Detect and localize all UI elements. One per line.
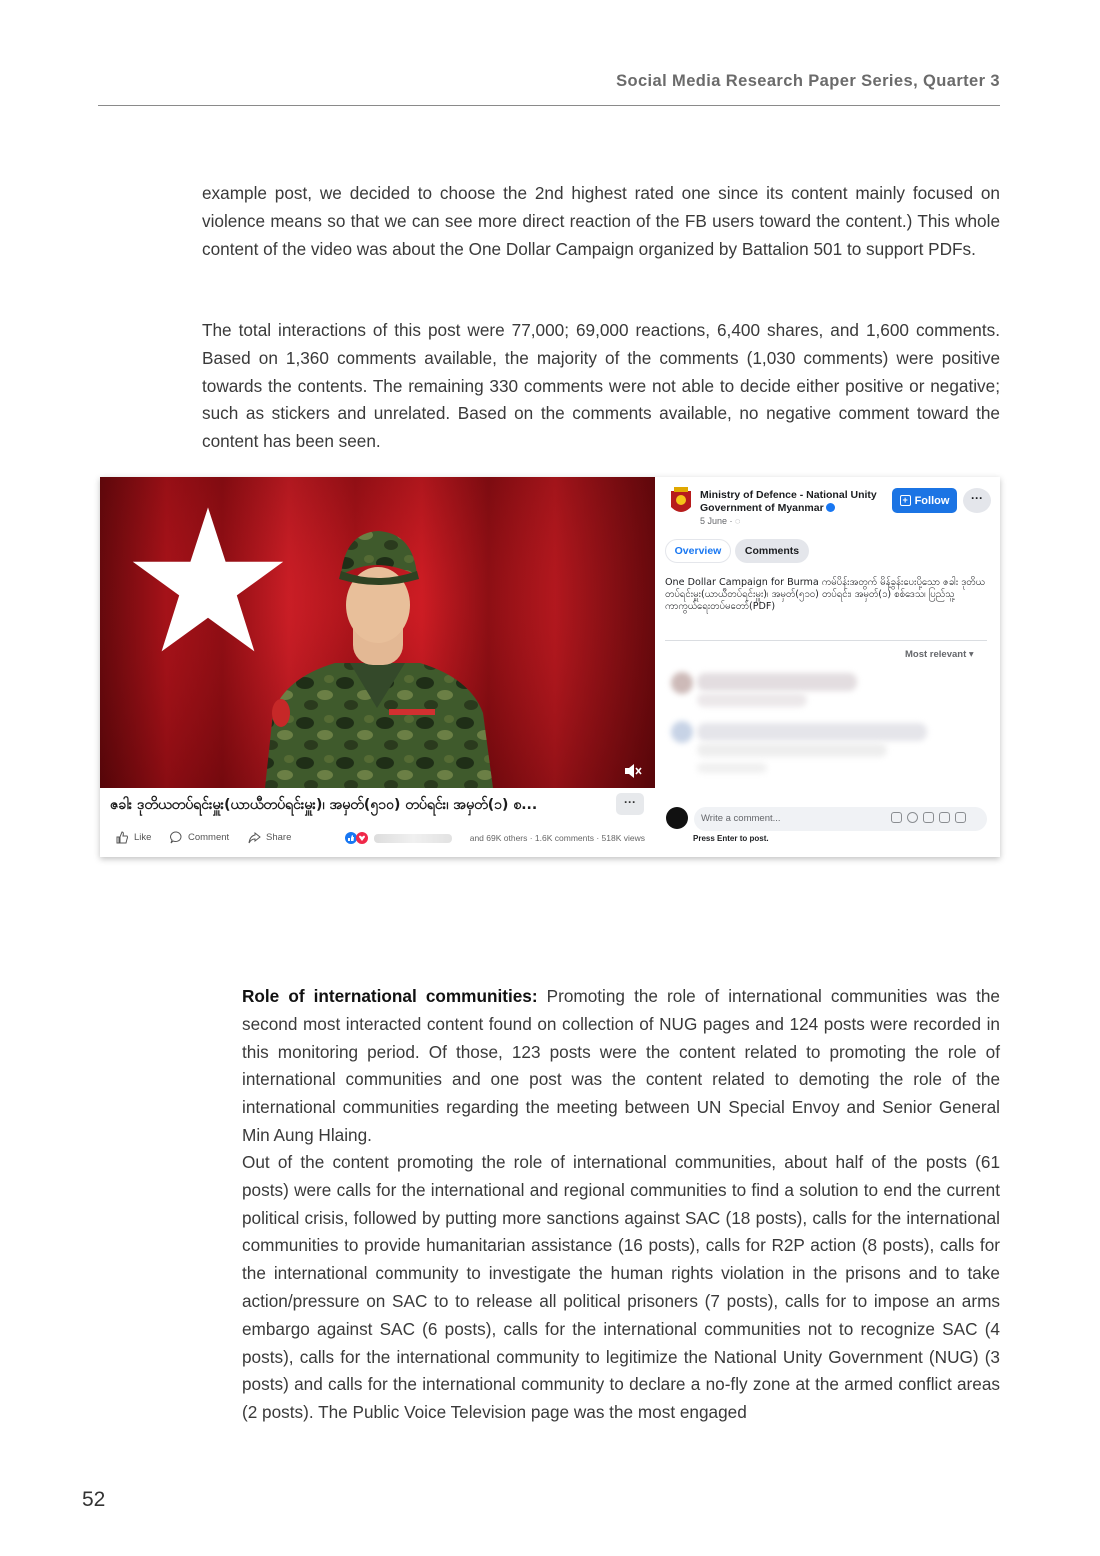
post-text: One Dollar Campaign for Burma ကမ်ပိန်းအတွက် မိန့်ခွန်းပေးပို့သော ဇခါး ဒုတိယတပ်ရင်းမှူး(ယာယီတပ်ရင်းမှူး)၊ အမှတ်(၅၁၀) တပ်ရင်း၊ အမှတ်(၁) စစ်ဒေသ၊ ပြည်သူ့ကာကွယ်ရေးတပ်မတော်(PDF)	[665, 577, 985, 612]
comment-placeholder: Write a comment...	[701, 813, 781, 824]
thumbs-up-icon	[116, 831, 129, 844]
video-more-button[interactable]: ···	[616, 793, 644, 815]
paragraph-4: Out of the content promoting the role of international communities, about half of the posts (61 posts) were calls for the international and regional communities to find a solution to end the current political crisis, followed by putting more sanctions against SAC (18 posts), calls for the international communities to provide humanitarian assistance (16 posts), calls for R2P action (8 posts), calls for the international community to investigate the human rights violation in the prisons and to take action/pressure on SAC to to release all political prisoners (7 posts), calls for to impose an arms embargo against SAC (6 posts), calls for the international communities not to recognize SAC (4 posts), calls for the international community to legitimize the National Unity Government (NUG) (3 posts) and calls for the international community to declare a no-fly zone at the armed conflict areas (2 posts). The Public Voice Television page was the most engaged	[242, 1152, 1000, 1423]
avatar[interactable]	[666, 807, 688, 829]
blurred-avatar	[671, 672, 693, 694]
camera-icon[interactable]	[923, 812, 934, 823]
more-options-button[interactable]: ···	[963, 488, 991, 513]
share-label: Share	[266, 832, 292, 843]
comment-button[interactable]	[170, 831, 229, 844]
gif-icon[interactable]	[939, 812, 950, 823]
tab-overview[interactable]: Overview	[665, 539, 731, 563]
verified-badge-icon	[826, 503, 835, 512]
section-lead: Role of international communities:	[242, 986, 538, 1006]
reaction-icons[interactable]	[344, 831, 372, 845]
post-action-bar	[100, 827, 655, 849]
mute-icon[interactable]	[624, 763, 642, 779]
soldier-figure	[255, 513, 500, 788]
blurred-comment	[697, 693, 807, 707]
like-button[interactable]	[116, 831, 151, 844]
header-title: Social Media Research Paper Series, Quarter 3	[616, 72, 1000, 90]
tab-comments[interactable]: Comments	[735, 539, 809, 563]
blurred-comment	[697, 763, 767, 773]
comment-label: Comment	[188, 832, 230, 843]
comment-bubble-icon	[170, 831, 183, 844]
paragraph-3	[242, 983, 1000, 1150]
video-frame	[100, 477, 655, 788]
ministry-logo-icon[interactable]	[669, 487, 693, 517]
post-date[interactable]: 5 June · ◌	[700, 516, 741, 526]
running-header	[98, 70, 1000, 106]
share-arrow-icon	[248, 831, 261, 844]
paragraph-2: The total interactions of this post were 77,000; 69,000 reactions, 6,400 shares, and 1,600 comments. Based on 1,360 comments available, the majority of the comments (1,030 comments) were positive towards the contents. The remaining 330 comments were not able to decide either positive or negative; such as stickers and unrelated. Based on the comments available, no negative comment toward the content has been seen.	[202, 320, 1000, 452]
post-stats[interactable]: and 69K others · 1.6K comments · 518K views	[469, 833, 645, 843]
page-name[interactable]	[700, 489, 890, 515]
blurred-comment	[697, 723, 927, 741]
paragraph-3-body: Promoting the role of international communities was the second most interacted content found on collection of NUG pages and 124 posts were recorded in this monitoring period. Of those, 123 posts were the content related to promoting the role of international communities and one post was the content related to demoting the role of the international communities regarding the meeting between UN Special Envoy and Senior General Min Aung Hlaing.	[242, 986, 1000, 1145]
divider	[665, 640, 987, 641]
blurred-comment	[697, 743, 887, 757]
facebook-post-screenshot	[100, 477, 1000, 857]
video-title: ဇခါး ဒုတိယတပ်ရင်းမှူး(ယာယီတပ်ရင်းမှူး)၊ အမှတ်(၅၁၀) တပ်ရင်း၊ အမှတ်(၁) စ...	[110, 797, 538, 813]
comment-input-icons	[891, 812, 966, 823]
share-button[interactable]	[248, 831, 291, 844]
paragraph-1: example post, we decided to choose the 2nd highest rated one since its content mainly focused on violence means so that we can see more direct reaction of the FB users toward the content.) This whole content of the video was about the One Dollar Campaign organized by Battalion 501 to support PDFs.	[202, 183, 1000, 259]
follow-label: Follow	[914, 494, 950, 507]
avatar-sticker-icon[interactable]	[891, 812, 902, 823]
page-name-text: Ministry of Defence - National Unity Government of Myanmar	[700, 489, 877, 514]
post-side-panel	[663, 477, 1000, 857]
emoji-icon[interactable]	[907, 812, 918, 823]
blurred-avatar	[671, 721, 693, 743]
press-enter-hint: Press Enter to post.	[693, 834, 769, 843]
page-number: 52	[82, 1488, 106, 1511]
sticker-icon[interactable]	[955, 812, 966, 823]
follow-button[interactable]	[892, 488, 957, 513]
blurred-comment	[697, 673, 857, 691]
blurred-reactor-names	[374, 834, 452, 843]
sort-dropdown[interactable]: Most relevant ▾	[905, 649, 974, 660]
add-page-icon: +	[900, 495, 911, 506]
like-label: Like	[134, 832, 152, 843]
